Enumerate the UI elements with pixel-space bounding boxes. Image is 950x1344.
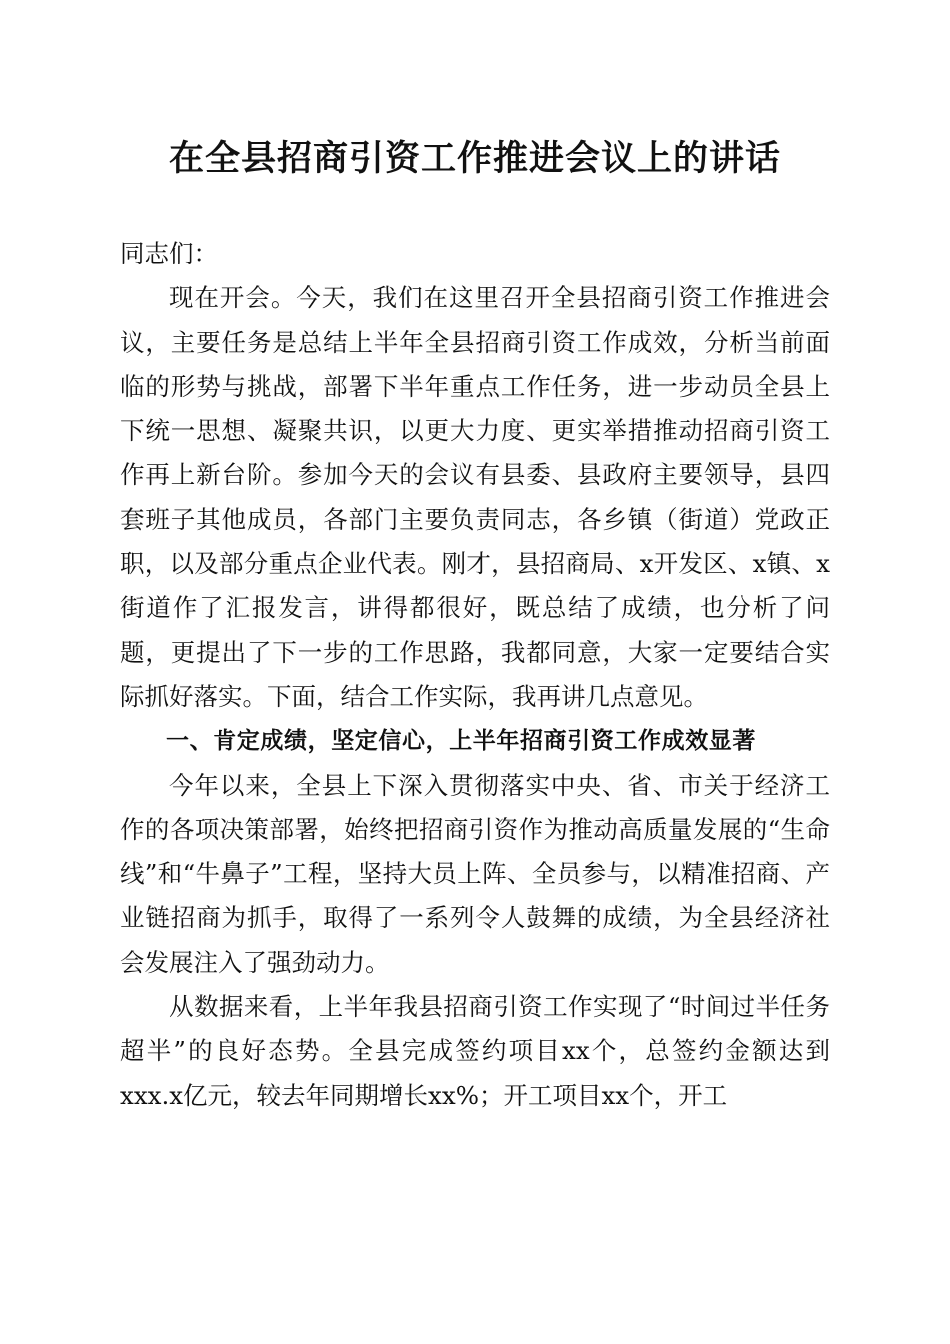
section-heading: 一、肯定成绩，坚定信心，上半年招商引资工作成效显著 — [166, 728, 756, 755]
salutation: 同志们： — [120, 239, 218, 268]
section-paragraph: 从数据来看，上半年我县招商引资工作实现了“时间过半任务超半”的良好态势。全县完成签约项目xx个，总签约金额达到xxx.x亿元，较去年同期增长xx%；开工项目xx个，开工 — [120, 992, 830, 1110]
document-title: 在全县招商引资工作推进会议上的讲话 — [168, 138, 781, 179]
document-body — [120, 232, 830, 1118]
section-paragraph: 今年以来，全县上下深入贯彻落实中央、省、市关于经济工作的各项决策部署，始终把招商引资作为推动高质量发展的“生命线”和“牛鼻子”工程，坚持大员上阵、全员参与，以精准招商、产业链招商为抓手，取得了一系列令人鼓舞的成绩，为全县经济社会发展注入了强劲动力。 — [120, 770, 830, 977]
opening-paragraph: 现在开会。今天，我们在这里召开全县招商引资工作推进会议，主要任务是总结上半年全县招商引资工作成效，分析当前面临的形势与挑战，部署下半年重点工作任务，进一步动员全县上下统一思想、凝聚共识，以更大力度、更实举措推动招商引资工作再上新台阶。参加今天的会议有县委、县政府主要领导，县四套班子其他成员，各部门主要负责同志，各乡镇（街道）党政正职，以及部分重点企业代表。刚才，县招商局、x开发区、x镇、x街道作了汇报发言，讲得都很好，既总结了成绩，也分析了问题，更提出了下一步的工作思路，我都同意，大家一定要结合实际抓好落实。下面，结合工作实际，我再讲几点意见。 — [120, 283, 830, 711]
